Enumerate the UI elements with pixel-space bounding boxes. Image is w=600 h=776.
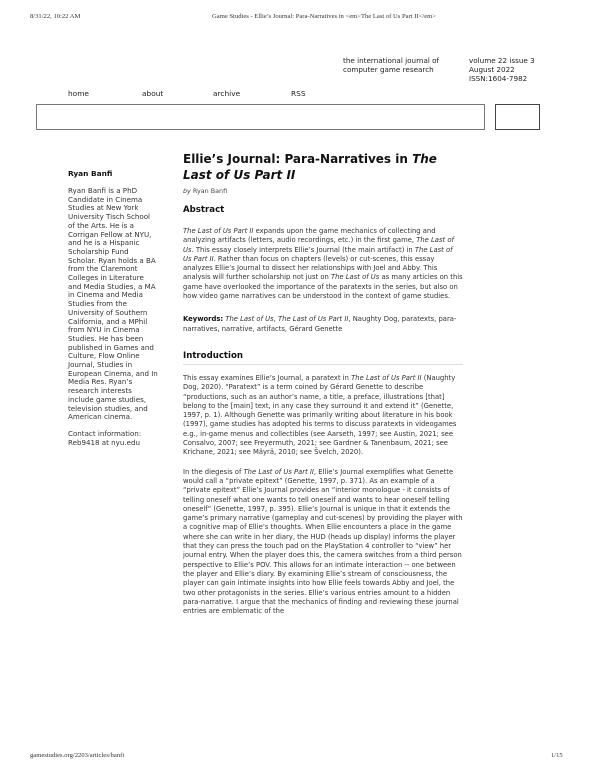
introduction-heading: Introduction [183,351,463,365]
print-url: gamestudies.org/2203/articles/banfi [30,752,125,759]
byline-author: Ryan Banfi [192,187,228,195]
search-input[interactable] [36,104,485,130]
print-page-number: 1/15 [551,752,563,759]
search-button[interactable] [495,104,540,130]
print-page-title: Game Studies - Ellie’s Journal: Para-Narratives in <em>The Last of Us Part II</em> [212,13,436,20]
nav-rss-link[interactable]: RSS [291,89,306,98]
article-title-italic: The Last of Us Part II [183,152,437,182]
sidebar-author-name: Ryan Banfi [68,169,113,178]
intro-paragraph-1: This essay examines Ellie’s Journal, a paratext in The Last of Us Part II (Naughty Dog, 2020). “Paratext” is a term coined by Gérard Genette to describe “productions, such as an author’s name, a title, a preface, illustrations [that] belong to the [main] text, in any case they surround it and extend it” (Genette, 1997, p. 1). Although Genette was primarily writing about literature in his book (1997), game studies has adopted his terms to discuss paratexts in videogames e.g., in-game menus and collectibles (see Aarseth, 1997; see Austin, 2021; see Consalvo, 2007; see Freyermuth, 2021; see Gardner & Tanenbaum, 2021; see Krichane, 2021; see Mäyrä, 2010; see Švelch, 2020). [183,373,457,457]
main-nav [0,89,600,99]
abstract-heading: Abstract [183,205,225,215]
keywords: Keywords: The Last of Us, The Last of Us Part II, Naughty Dog, paratexts, para-narratives, narrative, artifacts, Gérard Genette [183,315,457,333]
journal-name: the international journal of computer game research [343,56,440,74]
issue-date: August 2022 [469,65,515,74]
nav-about-link[interactable]: about [142,89,164,98]
article-title [183,152,463,183]
intro-paragraph-2: In the diegesis of The Last of Us Part II, Ellie’s Journal exemplifies what Genette would call a “private epitext” (Genette, 1997, p. 371). As an example of a “private epitext” Ellie’s Journal provides an “interior monologue - it consists of telling oneself what one wants to tell oneself and wants to hear oneself telling oneself” (Genette, 1997, p. 395). Ellie’s Journal is unique in that it extends the game’s primary narrative (gameplay and cut-scenes) by providing the player with a cognitive map of Ellie’s thoughts. When Ellie encounters a place in the game where she can write in her diary, the HUD (heads up display) informs the player that they can press the touch pad on the PlayStation 4 controller to “view” her journal entry. When the player does this, the camera switches from a third person perspective to Ellie’s POV. This allows for an intimate interaction -- one between the player and Ellie’s diary. By examining Ellie’s stream of consciousness, the player can gain intimate insights into how Ellie feels towards Abby and Joel, the two other protagonists in the series. Ellie’s various entries amount to a hidden para-narrative. I argue that the mechanics of finding and reviewing these journal entries are emblematic of the [183,467,463,616]
article-main [183,152,463,616]
issue-issn: ISSN:1604-7982 [469,74,528,83]
issue-volume: volume 22 issue 3 [469,56,535,65]
author-sidebar [68,169,158,447]
byline: by Ryan Banfi [183,187,228,195]
author-bio: Ryan Banfi is a PhD Candidate in Cinema Studies at New York University Tisch School of the Arts. He is a Corrigan Fellow at NYU, and he is a Hispanic Scholarship Fund Scholar. Ryan holds a BA from the Claremont Colleges in Literature and Media Studies, a MA in Cinema and Media Studies from the University of Southern California, and a MPhil from NYU in Cinema Studies. He has been published in Games and Culture, Flow Online Journal, Studies in European Cinema, and In Media Res. Ryan’s research interests include game studies, television studies, and American cinema. [68,186,158,422]
print-date: 8/31/22, 10:22 AM [30,13,81,20]
author-contact: Contact information: Reb9418 at nyu.edu [68,428,142,447]
abstract-text: The Last of Us Part II expands upon the game mechanics of collecting and analyzing artifacts (letters, audio recordings, etc.) in the first game, The Last of Us. This essay closely interprets Ellie’s Journal (the main artifact) in The Last of Us Part II. Rather than focus on chapters (levels) or cut-scenes, this essay analyzes Ellie’s Journal to dissect her relationships with Joel and Abby. This analysis will further scholarship not just on The Last of Us as many articles on this game have overlooked the importance of the paratexts in the series, but also on how video game narratives can be understood in the context of game studies. [183,227,463,301]
nav-home-link[interactable]: home [68,89,89,98]
issue-info [469,56,569,83]
nav-archive-link[interactable]: archive [213,89,241,98]
article-title-main: Ellie’s Journal: Para-Narratives in [183,152,413,166]
